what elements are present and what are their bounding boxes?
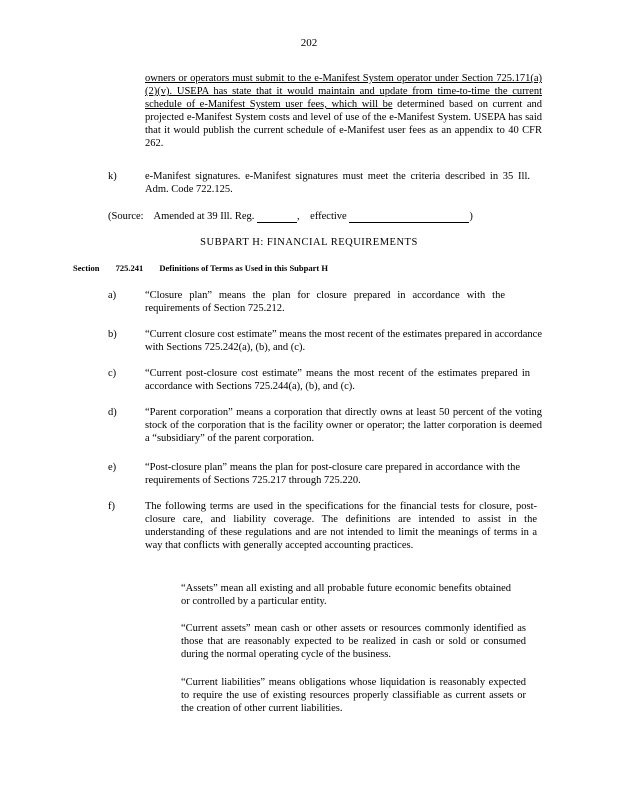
source-note [108, 210, 528, 223]
def-a-text: “Closure plan” means the plan for closure prepared in accordance with the requirements of Section 725.212. [145, 290, 505, 314]
register-page-blank [257, 211, 297, 223]
section-title: Definitions of Terms as Used in this Subpart H [159, 263, 328, 273]
effective-date-blank [349, 211, 469, 223]
subdef-current-assets: “Current assets” mean cash or other assets or resources commonly identified as those that are reasonably expected to be realized in cash or sold or consumed during the normal operating cycle of the business. [181, 623, 526, 660]
source-comma: , [297, 211, 300, 222]
def-b-text: “Current closure cost estimate” means the most recent of the estimates prepared in accordance with Sections 725.242(a), (b), and (c). [145, 329, 542, 353]
def-c-text: “Current post-closure cost estimate” means the most recent of the estimates prepared in accordance with Sections 725.244(a), (b), and (c). [145, 368, 530, 392]
def-a-label: a) [108, 290, 117, 301]
def-b-label: b) [108, 329, 117, 340]
page-number: 202 [300, 37, 318, 49]
section-number: 725.241 [115, 263, 144, 273]
item-k-text: e-Manifest signatures. e-Manifest signatures must meet the criteria described in 35 Ill. Adm. Code 722.125. [145, 171, 530, 195]
source-text: Amended at 39 Ill. Reg. [153, 211, 255, 222]
def-c-label: c) [108, 368, 117, 379]
def-d-text: “Parent corporation” means a corporation that directly owns at least 50 percent of the voting stock of the corporation that is the facility owner or operator; the latter corporation is deemed a “subsidiary” of the parent corporation. [145, 407, 542, 444]
underlined-amendment-text: owners or operators must submit to the e-Manifest System operator under Section 725.171(a)(2)(v). USEPA has state that it would maintain and update from time-to-time the current schedule of e-Manifest System user fees, which will be [145, 73, 542, 110]
subdef-assets: “Assets” mean all existing and all probable future economic benefits obtained or controlled by a particular entity. [181, 583, 511, 607]
section-word: Section [73, 263, 100, 273]
def-e-text: “Post-closure plan” means the plan for post-closure care prepared in accordance with the requirements of Sections 725.217 through 725.220. [145, 462, 520, 486]
source-close: ) [469, 211, 473, 222]
source-effective: effective [310, 211, 347, 222]
subpart-heading: SUBPART H: FINANCIAL REQUIREMENTS [200, 237, 418, 248]
intro-paragraph [145, 72, 542, 150]
def-f-label: f) [108, 501, 115, 512]
def-f-text: The following terms are used in the specifications for the financial tests for closure, post-closure care, and liability coverage. The definitions are intended to assist in the understanding of these regulations and are not intended to limit the meanings of terms in a way that conflicts with generally accepted accounting practices. [145, 501, 537, 551]
section-heading [73, 262, 342, 275]
def-e-label: e) [108, 462, 117, 473]
subdef-current-liabilities: “Current liabilities” means obligations whose liquidation is reasonably expected to require the use of existing resources properly classifiable as current assets or the creation of other current liabilities. [181, 677, 526, 714]
intro-text: determined based on current and projected e-Manifest System costs and level of use of the e-Manifest System. USEPA has said that it would publish the current schedule of e-Manifest user fees as an appendix to 40 CFR 262. [145, 99, 543, 149]
source-prefix: (Source: [108, 211, 144, 222]
def-d-label: d) [108, 407, 117, 418]
item-k-label: k) [108, 171, 117, 182]
